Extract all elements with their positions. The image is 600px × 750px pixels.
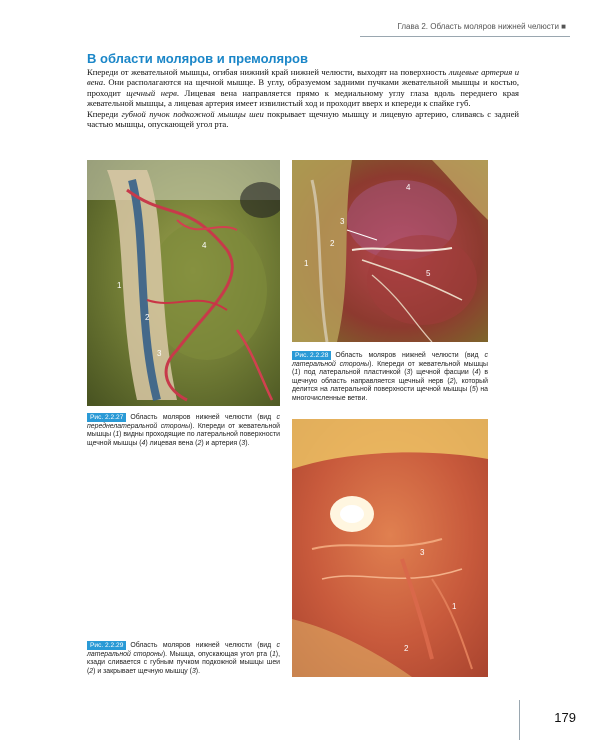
page-number: 179: [554, 710, 576, 725]
photo-label: 1: [117, 281, 122, 290]
text-run: Область моляров нижней челюсти (вид: [335, 352, 485, 359]
text-run: ) и закрывает щечную мышцу (: [93, 667, 192, 675]
photo-label: 2: [145, 313, 150, 322]
text-run: покрывает щечную мышцу и лицевую артерию, сливаясь с задней частью мышцы, опускающей угол рта.: [87, 108, 520, 130]
ref-number: 3: [406, 369, 411, 377]
text-run: ) на многочисленные ветви.: [292, 386, 488, 402]
photo-label: 3: [157, 349, 162, 358]
figure-tag: Рис. 2.2.27: [87, 413, 126, 422]
ref-number: 3: [191, 667, 196, 675]
term-facial-vessels: лицевые артерия и вена: [87, 67, 520, 88]
text-run: ). Мышца, опускающая угол рта (: [162, 650, 272, 658]
text-run: ) и артерия (: [201, 439, 242, 447]
header-rule: [360, 36, 570, 37]
text-run: ), который делится на латеральной поверхности щечной мышцы (: [292, 377, 488, 394]
figure-tag: Рис. 2.2.28: [292, 351, 331, 360]
text-run: Кпереди: [87, 108, 122, 119]
text-run: ), кзади сливается с губным пучком подкожной мышцы шеи (: [87, 650, 280, 675]
ref-number: 2: [449, 377, 454, 385]
text-run: ) под латеральной пластинкой (: [298, 369, 407, 377]
ref-number: 2: [89, 667, 94, 675]
text-run: с латеральной стороны: [87, 642, 280, 658]
photo-label: 2: [404, 644, 409, 653]
text-run: с латеральной стороны: [292, 352, 488, 368]
text-run: ).: [195, 667, 200, 675]
text-run: . Они располагаются на щечной мышце. В углу, образуемом задними пучками жевательной мышцы и костью, проходит: [87, 77, 519, 98]
photo-label: 1: [304, 259, 309, 268]
ref-number: 4: [474, 369, 479, 377]
text-run: ) щечной фасции (: [410, 369, 475, 377]
text-run: ). Кпереди от жевательной мышцы (: [292, 360, 488, 377]
photo-label: 1: [452, 602, 457, 611]
figure-tag: Рис. 2.2.29: [87, 641, 126, 650]
page-number-rule: [519, 700, 520, 740]
figure-photo-2-2-28: [292, 160, 488, 342]
photo-label: 4: [202, 241, 207, 250]
text-run: с переднелатеральной стороны: [87, 414, 280, 430]
running-head: Глава 2. Область моляров нижней челюсти ■: [397, 22, 566, 31]
figure-caption-2-2-29: [87, 641, 280, 676]
text-run: Область моляров нижней челюсти (вид: [130, 642, 277, 649]
text-run: ) видны проходящие по латеральной поверхности щечной мышцы (: [87, 431, 281, 447]
figure-caption-2-2-28: [292, 351, 488, 404]
ref-number: 1: [294, 369, 299, 377]
text-run: ).: [245, 439, 250, 447]
body-text: [87, 67, 519, 129]
text-run: Область моляров нижней челюсти (вид: [130, 414, 277, 421]
figure-caption-2-2-27: [87, 413, 280, 448]
text-run: . Лицевая вена направляется прямо к медиальному углу глаза вдоль переднего края жевательной мышцы, а лицевая артерия имеет извилистый ход и проходит вверх и кпереди к спайке губ.: [87, 87, 519, 109]
photo-label: 2: [330, 239, 335, 248]
text-run: ). Кпереди от жевательной мышцы (: [87, 422, 280, 439]
figure-photo-2-2-27: [87, 160, 280, 406]
term-buccal-nerve: щечный нерв: [126, 87, 177, 98]
paragraph-1: [87, 67, 519, 109]
ref-number: 5: [471, 386, 476, 394]
section-title: В области моляров и премоляров: [87, 51, 308, 66]
photo-label: 4: [406, 183, 411, 192]
ref-number: 4: [141, 439, 146, 447]
text-run: ) в щечную область направляется щечный нерв (: [292, 369, 489, 385]
figure-photo-2-2-29: [292, 419, 488, 677]
photo-label: 3: [340, 217, 345, 226]
photo-label: 3: [420, 548, 425, 557]
ref-number: 1: [115, 431, 120, 439]
paragraph-2: [87, 109, 519, 130]
ref-number: 3: [241, 439, 246, 447]
text-run: Кпереди от жевательной мышцы, огибая нижний край нижней челюсти, выходят на поверхность: [87, 67, 449, 77]
term-platysma-bundle: губной пучок подкожной мышцы шеи: [121, 108, 264, 119]
photo-label: 5: [426, 269, 431, 278]
ref-number: 1: [271, 650, 276, 658]
text-run: ) лицевая вена (: [145, 439, 198, 447]
ref-number: 2: [197, 439, 202, 447]
